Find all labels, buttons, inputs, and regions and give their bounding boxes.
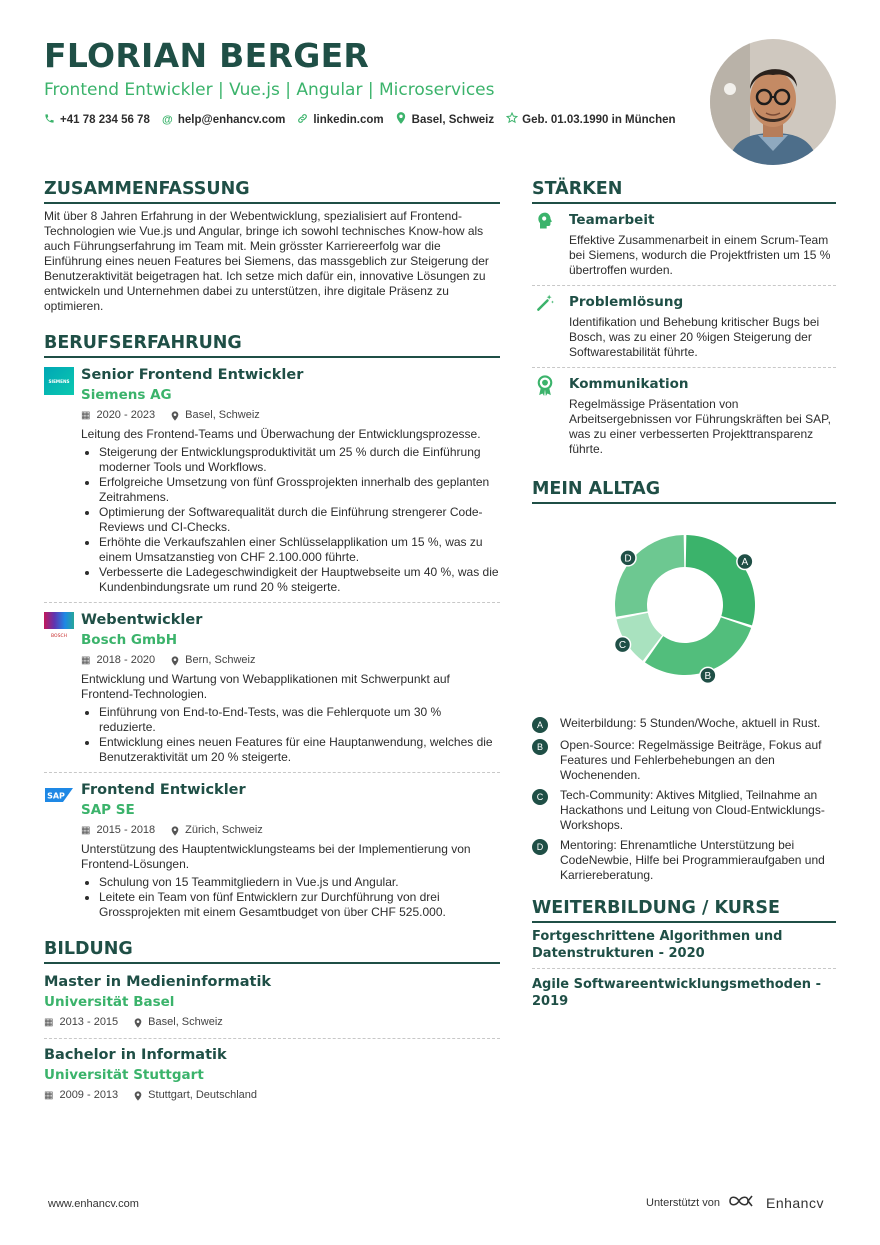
- job-dates: ▦ 2020 - 2023: [81, 409, 156, 421]
- location-icon: [134, 1091, 142, 1101]
- strength-item: [532, 285, 836, 367]
- strength-description: Identifikation und Behebung kritischer Bugs bei Bosch, was zu einer 20 %igen Steigerung der Softwarestabilität führte.: [569, 315, 820, 359]
- contact-linkedin-text: linkedin.com: [313, 113, 384, 126]
- job-bullet: • Erfolgreiche Umsetzung von fünf Grossprojekten innerhalb des geplanten Zeitrahmens.: [99, 475, 500, 505]
- bosch-logo: [44, 612, 74, 640]
- job-bullets: [81, 875, 500, 920]
- job-title: Frontend Entwickler: [81, 782, 246, 798]
- legend-item: [532, 838, 836, 883]
- svg-text:C: C: [618, 640, 627, 652]
- calendar-icon: ▦: [81, 410, 91, 421]
- location-icon: [396, 112, 407, 127]
- contact-birth: [506, 112, 675, 127]
- svg-text:SIEMENS: SIEMENS: [48, 379, 70, 384]
- calendar-icon: ▦: [44, 1017, 54, 1028]
- location-icon: [171, 826, 179, 836]
- svg-text:D: D: [624, 553, 632, 565]
- donut-label-a: [737, 554, 753, 570]
- strengths-heading: STÄRKEN: [532, 178, 836, 204]
- footer-brand: Enhancv: [765, 1194, 824, 1211]
- contact-location-text: Basel, Schweiz: [411, 113, 495, 126]
- education-school: Universität Stuttgart: [44, 1067, 204, 1083]
- education-entry: [44, 972, 500, 1030]
- education-school: Universität Basel: [44, 994, 175, 1010]
- job-description: Entwicklung und Wartung von Webapplikationen mit Schwerpunkt auf Frontend-Technologien.: [81, 672, 450, 701]
- footer-website[interactable]: www.enhancv.com: [48, 1198, 139, 1210]
- job-bullet: • Steigerung der Entwicklungsproduktivität um 25 % durch die Einführung moderner Tools und Workflows.: [99, 445, 500, 475]
- legend-badge: D: [532, 839, 548, 855]
- phone-icon: [44, 113, 55, 127]
- education-location: Basel, Schweiz: [134, 1015, 223, 1030]
- candidate-title: Frontend Entwickler | Vue.js | Angular | Microservices: [44, 80, 495, 100]
- course-item: Agile Softwareentwicklungsmethoden - 2019: [532, 968, 836, 1016]
- strength-description: Regelmässige Präsentation von Arbeitsergebnissen vor Führungskräften bei SAP, was zu einer verbesserten Projekttransparenz führte.: [569, 397, 831, 456]
- job-bullet: • Erhöhte die Verkaufszahlen einer Schlüsselapplikation um 15 %, was zu einem Umsatzanstieg von CHF 2.100.000 führte.: [99, 535, 500, 565]
- contact-row: [44, 112, 694, 127]
- job-meta: [81, 653, 500, 668]
- legend-badge: A: [532, 717, 548, 733]
- job-meta: [81, 823, 500, 838]
- job-description: Leitung des Frontend-Teams und Überwachung der Entwicklungsprozesse.: [81, 427, 481, 441]
- footer-powered: [646, 1194, 824, 1211]
- job-description: Unterstützung des Hauptentwicklungsteams bei der Implementierung von Frontend-Lösungen.: [81, 842, 471, 871]
- alltag-legend: [532, 716, 836, 883]
- job-title: Webentwickler: [81, 612, 203, 628]
- education-heading: BILDUNG: [44, 938, 500, 964]
- education-dates: ▦ 2009 - 2013: [44, 1089, 119, 1101]
- siemens-logo: [44, 367, 74, 395]
- education-degree: Bachelor in Informatik: [44, 1047, 227, 1063]
- contact-phone: [44, 112, 150, 127]
- donut-slice-b: [645, 617, 751, 675]
- legend-text: Tech-Community: Aktives Mitglied, Teilnahme an Hackathons und Leitung von Cloud-Entwicklungs-Workshops.: [560, 788, 825, 832]
- alltag-heading: MEIN ALLTAG: [532, 478, 836, 504]
- at-icon: @: [161, 113, 173, 126]
- legend-item: [532, 738, 836, 783]
- header: [44, 36, 694, 127]
- svg-text:BOSCH: BOSCH: [51, 634, 67, 639]
- course-item: Fortgeschrittene Algorithmen und Datenstrukturen - 2020: [532, 929, 783, 961]
- courses-heading: WEITERBILDUNG / KURSE: [532, 897, 836, 923]
- legend-badge: C: [532, 789, 548, 805]
- job-meta: [81, 408, 500, 423]
- donut-slice-a: [686, 535, 755, 625]
- legend-text: Weiterbildung: 5 Stunden/Woche, aktuell in Rust.: [560, 716, 821, 730]
- strength-title: Teamarbeit: [569, 212, 655, 228]
- legend-text: Open-Source: Regelmässige Beiträge, Fokus auf Features und Fehlerbehebungen an den Wochenenden.: [560, 738, 822, 782]
- calendar-icon: ▦: [81, 825, 91, 836]
- summary-text: Mit über 8 Jahren Erfahrung in der Webentwicklung, spezialisiert auf Frontend-Technologien wie Vue.js und Angular, bringe ich sowohl technisches Know-how als auch Führungserfahrung im Team mit. Mein grösster Karriereerfolg war die Einführung eines neuen Features bei Siemens, das massgeblich zur Steigerung der Benutzeraktivität beigetragen hat. Ich setze mich dafür ein, innovative Lösungen zu entwickeln und Unternehmen dabei zu unterstützen, ihre digitale Präsenz zu optimieren.: [44, 209, 489, 313]
- right-column: [532, 178, 836, 1016]
- candidate-name: FLORIAN BERGER: [44, 36, 370, 75]
- job-entry: [44, 365, 500, 595]
- education-dates: ▦ 2013 - 2015: [44, 1016, 119, 1028]
- job-location: Zürich, Schweiz: [171, 823, 263, 838]
- strength-description: Effektive Zusammenarbeit in einem Scrum-Team bei Siemens, wodurch die Projektfristen um 15 % übertroffen wurden.: [569, 233, 831, 277]
- job-bullets: [81, 705, 500, 765]
- legend-badge: B: [532, 739, 548, 755]
- education-meta: [44, 1015, 500, 1030]
- legend-item: [532, 788, 836, 833]
- svg-text:B: B: [704, 670, 712, 682]
- job-location: Bern, Schweiz: [171, 653, 255, 668]
- left-column: [44, 178, 500, 1103]
- location-icon: [171, 656, 179, 666]
- education-entry: [44, 1038, 500, 1103]
- donut-label-c: [615, 637, 631, 653]
- contact-email[interactable]: [162, 112, 286, 127]
- contact-phone-text: +41 78 234 56 78: [60, 113, 150, 126]
- strength-item: [532, 367, 836, 464]
- legend-text: Mentoring: Ehrenamtliche Unterstützung bei CodeNewbie, Hilfe bei Programmieraufgaben und Karriereberatung.: [560, 838, 825, 882]
- job-dates: ▦ 2018 - 2020: [81, 654, 156, 666]
- education-location: Stuttgart, Deutschland: [134, 1088, 257, 1103]
- enhancv-logo-icon: [728, 1194, 758, 1211]
- experience-heading: BERUFSERFAHRUNG: [44, 332, 500, 358]
- svg-text:SAP: SAP: [47, 791, 65, 801]
- strength-title: Kommunikation: [569, 376, 689, 392]
- link-icon: [297, 113, 308, 127]
- legend-item: [532, 716, 836, 733]
- job-bullets: [81, 445, 500, 595]
- calendar-icon: ▦: [81, 655, 91, 666]
- contact-email-text: help@enhancv.com: [177, 113, 286, 126]
- job-entry: [44, 772, 500, 920]
- donut-slice-d: [615, 535, 684, 617]
- job-location: Basel, Schweiz: [171, 408, 260, 423]
- job-bullet: • Optimierung der Softwarequalität durch die Einführung strengerer Code-Reviews und CI-Checks.: [99, 505, 500, 535]
- job-bullet: • Entwicklung eines neuen Features für eine Hauptanwendung, welches die Benutzeraktivität um 20 % steigerte.: [99, 735, 500, 765]
- brain-icon: [535, 211, 557, 233]
- contact-birth-text: Geb. 01.03.1990 in München: [522, 113, 676, 126]
- donut-label-d: [620, 550, 636, 566]
- job-bullet: • Verbesserte die Ladegeschwindigkeit der Hauptwebseite um 40 %, was die Kundenbindungsrate um rund 20 % steigerte.: [99, 565, 500, 595]
- job-title: Senior Frontend Entwickler: [81, 367, 304, 383]
- job-company: Siemens AG: [81, 387, 172, 403]
- job-entry: [44, 602, 500, 765]
- star-icon: [506, 112, 517, 127]
- award-icon: [535, 375, 557, 397]
- strength-title: Problemlösung: [569, 294, 684, 310]
- donut-label-b: [700, 667, 716, 683]
- profile-photo: [710, 39, 836, 165]
- magic-wand-icon: [535, 293, 557, 315]
- contact-location: [396, 112, 494, 127]
- summary-heading: ZUSAMMENFASSUNG: [44, 178, 500, 204]
- contact-linkedin[interactable]: [297, 112, 383, 127]
- donut-chart: [580, 518, 790, 708]
- footer-powered-text: Unterstützt von: [646, 1196, 720, 1209]
- job-bullet: • Schulung von 15 Teammitgliedern in Vue.js und Angular.: [99, 875, 500, 890]
- education-degree: Master in Medieninformatik: [44, 974, 272, 990]
- alltag-chart: [580, 518, 790, 708]
- job-company: Bosch GmbH: [81, 632, 178, 648]
- calendar-icon: ▦: [44, 1090, 54, 1101]
- svg-text:A: A: [741, 557, 749, 569]
- location-icon: [134, 1018, 142, 1028]
- education-meta: [44, 1088, 500, 1103]
- sap-logo: [44, 782, 74, 810]
- job-dates: ▦ 2015 - 2018: [81, 824, 156, 836]
- job-bullet: • Leitete ein Team von fünf Entwicklern zur Durchführung von drei Grossprojekten mit einem Gesamtbudget von über CHF 525.000.: [99, 890, 500, 920]
- strength-item: [532, 204, 836, 285]
- job-company: SAP SE: [81, 802, 135, 818]
- job-bullet: • Einführung von End-to-End-Tests, was die Fehlerquote um 30 % reduzierte.: [99, 705, 500, 735]
- location-icon: [171, 411, 179, 421]
